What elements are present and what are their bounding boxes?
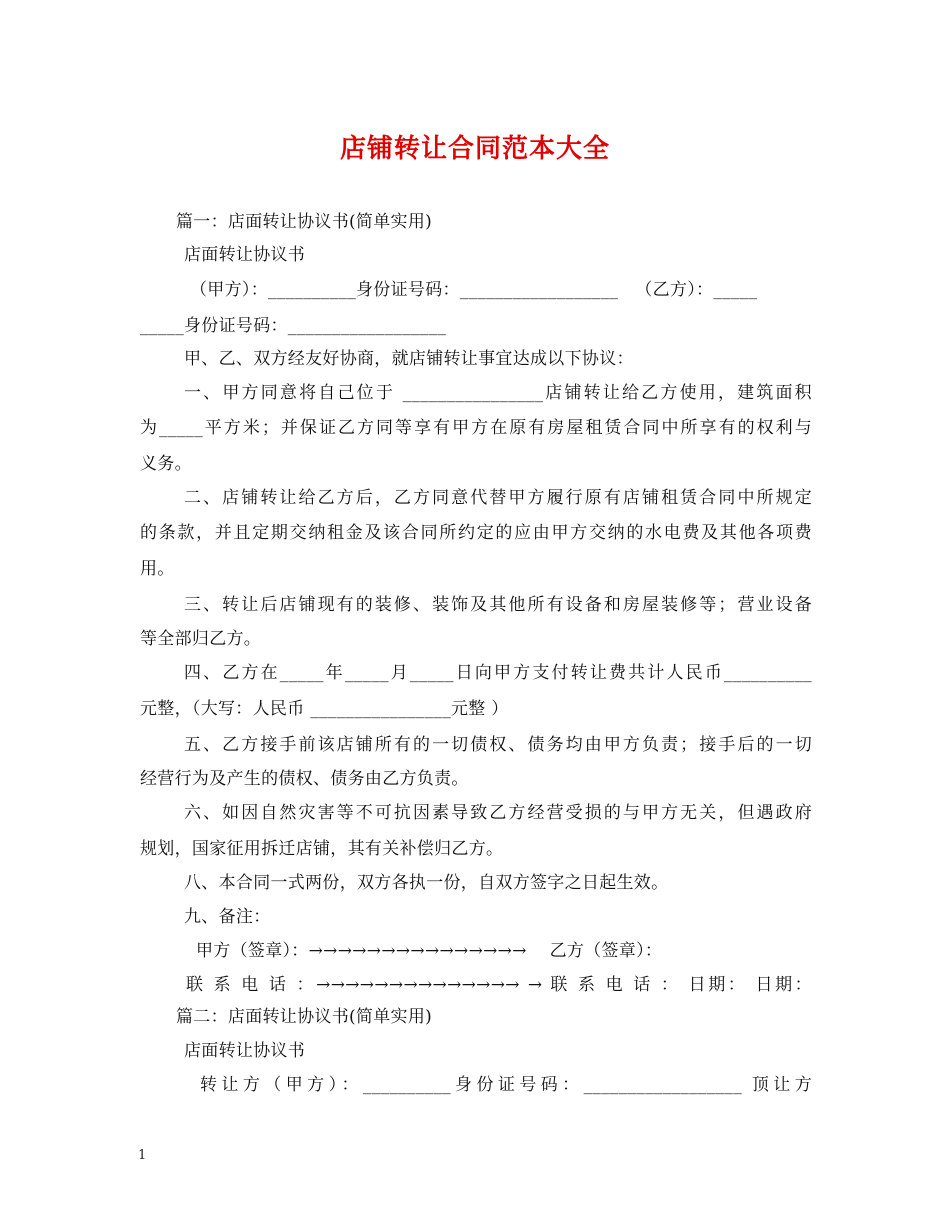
signature-line: 甲方（签章）：→→→→→→→→→→→→→→→ 乙方（签章）：	[196, 941, 663, 961]
clause-6: 六、如因自然灾害等不可抗因素导致乙方经营受损的与甲方无关，但遇政府	[184, 803, 812, 823]
section-heading: 篇一：店面转让协议书(简单实用)	[176, 212, 433, 232]
clause-2: 二、店铺转让给乙方后，乙方同意代替甲方履行原有店铺租赁合同中所规定	[184, 488, 812, 508]
clause-5: 五、乙方接手前该店铺所有的一切债权、债务均由甲方负责；接手后的一切	[184, 735, 812, 755]
agreement-title: 店面转让协议书	[184, 245, 306, 265]
clause-1-cont: 为_____平方米；并保证乙方同等享有甲方在原有房屋租赁合同中所享有的权利与	[140, 418, 812, 438]
clause-9: 九、备注：	[184, 907, 271, 927]
clause-2-cont: 的条款，并且定期交纳租金及该合同所约定的应由甲方交纳的水电费及其他各项费	[140, 523, 812, 543]
clause-1: 一、甲方同意将自己位于 ________________店铺转让给乙方使用，建筑面积	[184, 383, 812, 403]
section-heading: 篇二：店面转让协议书(简单实用)	[176, 1007, 433, 1027]
clause-3-end: 等全部归乙方。	[140, 629, 262, 649]
parties-line: 转让方（甲方）：__________身份证号码：__________________ 顶让方	[200, 1075, 812, 1095]
clause-1-end: 义务。	[140, 454, 192, 474]
clause-2-end: 用。	[140, 559, 175, 579]
document-title: 店铺转让合同范本大全	[339, 134, 610, 164]
clause-4-end: 元整，（大写：人民币 ________________元整 ）	[140, 699, 509, 719]
clause-4: 四、乙方在_____年_____月_____日向甲方支付转让费共计人民币__________	[184, 663, 812, 683]
clause-5-end: 经营行为及产生的债权、债务由乙方负责。	[140, 769, 469, 789]
parties-line: （甲方）：__________身份证号码：__________________ （乙方）：_____	[190, 280, 758, 300]
parties-line-cont: _____身份证号码：__________________	[140, 316, 447, 336]
paragraph-text: 甲、乙、双方经友好协商，就店铺转让事宜达成以下协议：	[184, 349, 634, 369]
contact-line: 联 系 电 话 ：→→→→→→→→→→→→→→ → 联 系 电 话 ： 日期： 日期：	[186, 975, 812, 995]
page-number: 1	[138, 1148, 147, 1163]
clause-6-end: 规划，国家征用拆迁店铺，其有关补偿归乙方。	[140, 839, 504, 859]
clause-8: 八、本合同一式两份，双方各执一份，自双方签字之日起生效。	[184, 873, 669, 893]
agreement-title: 店面转让协议书	[184, 1041, 306, 1061]
clause-3: 三、转让后店铺现有的装修、装饰及其他所有设备和房屋装修等；营业设备	[184, 595, 812, 615]
